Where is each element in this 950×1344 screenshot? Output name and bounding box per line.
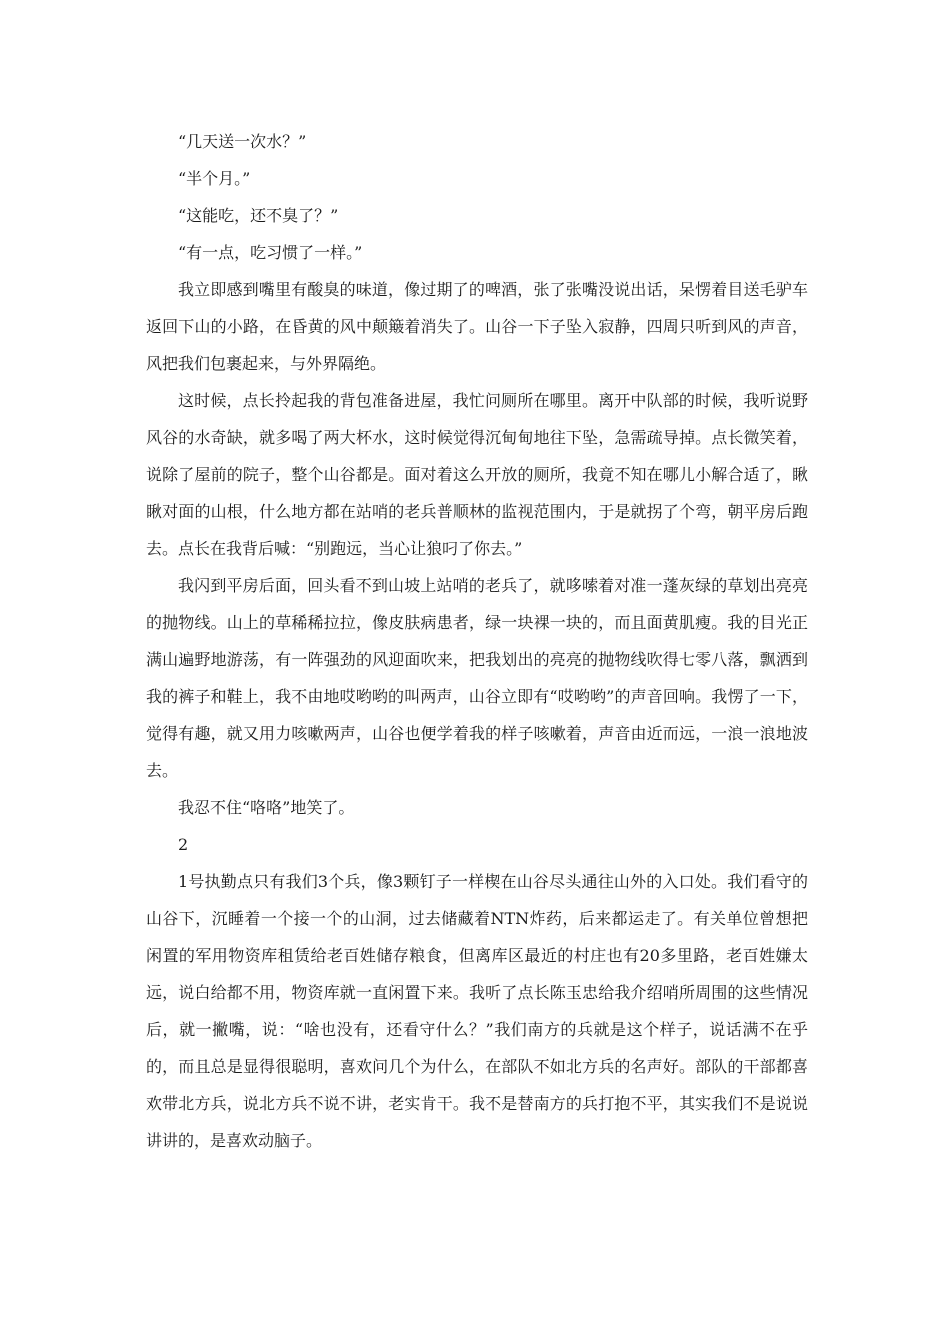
body-text: [146, 123, 808, 1159]
paragraph: 1号执勤点只有我们3个兵，像3颗钉子一样楔在山谷尽头通往山外的入口处。我们看守的山谷下，沉睡着一个接一个的山洞，过去储藏着NTN炸药，后来都运走了。有关单位曾想把闲置的军用物资库租赁给老百姓储存粮食，但离库区最近的村庄也有20多里路，老百姓嫌太远，说白给都不用，物资库就一直闲置下来。我听了点长陈玉忠给我介绍哨所周围的这些情况后，就一撇嘴，说：“啥也没有，还看守什么？”我们南方的兵就是这个样子，说话满不在乎的，而且总是显得很聪明，喜欢问几个为什么，在部队不如北方兵的名声好。部队的干部都喜欢带北方兵，说北方兵不说不讲，老实肯干。我不是替南方的兵打抱不平，其实我们不是说说讲讲的，是喜欢动脑子。: [146, 872, 808, 1150]
paragraph: 这时候，点长拎起我的背包准备进屋，我忙问厕所在哪里。离开中队部的时候，我听说野风谷的水奇缺，就多喝了两大杯水，这时候觉得沉甸甸地往下坠，急需疏导掉。点长微笑着，说除了屋前的院子，整个山谷都是。面对着这么开放的厕所，我竟不知在哪儿小解合适了，瞅瞅对面的山根，什么地方都在站哨的老兵普顺林的监视范围内，于是就拐了个弯，朝平房后跑去。点长在我背后喊：“别跑远，当心让狼叼了你去。”: [146, 391, 808, 558]
paragraph: 我闪到平房后面，回头看不到山坡上站哨的老兵了，就哆嗦着对准一蓬灰绿的草划出亮亮的抛物线。山上的草稀稀拉拉，像皮肤病患者，绿一块裸一块的，而且面黄肌瘦。我的目光正满山遍野地游荡，有一阵强劲的风迎面吹来，把我划出的亮亮的抛物线吹得七零八落，飘洒到我的裤子和鞋上，我不由地哎哟哟的叫两声，山谷立即有“哎哟哟”的声音回响。我愣了一下，觉得有趣，就又用力咳嗽两声，山谷也便学着我的样子咳嗽着，声音由近而远，一浪一浪地波去。: [146, 576, 808, 780]
dialogue-line: “这能吃，还不臭了？”: [178, 206, 339, 225]
section-number: 2: [178, 835, 189, 854]
dialogue-line: “几天送一次水？”: [178, 132, 307, 151]
dialogue-line: “半个月。”: [178, 169, 251, 188]
paragraph: 我忍不住“咯咯”地笑了。: [178, 798, 355, 817]
dialogue-line: “有一点，吃习惯了一样。”: [178, 243, 363, 262]
paragraph: 我立即感到嘴里有酸臭的味道，像过期了的啤酒，张了张嘴没说出话，呆愣着目送毛驴车返回下山的小路，在昏黄的风中颠簸着消失了。山谷一下子坠入寂静，四周只听到风的声音，风把我们包裹起来，与外界隔绝。: [146, 280, 808, 373]
